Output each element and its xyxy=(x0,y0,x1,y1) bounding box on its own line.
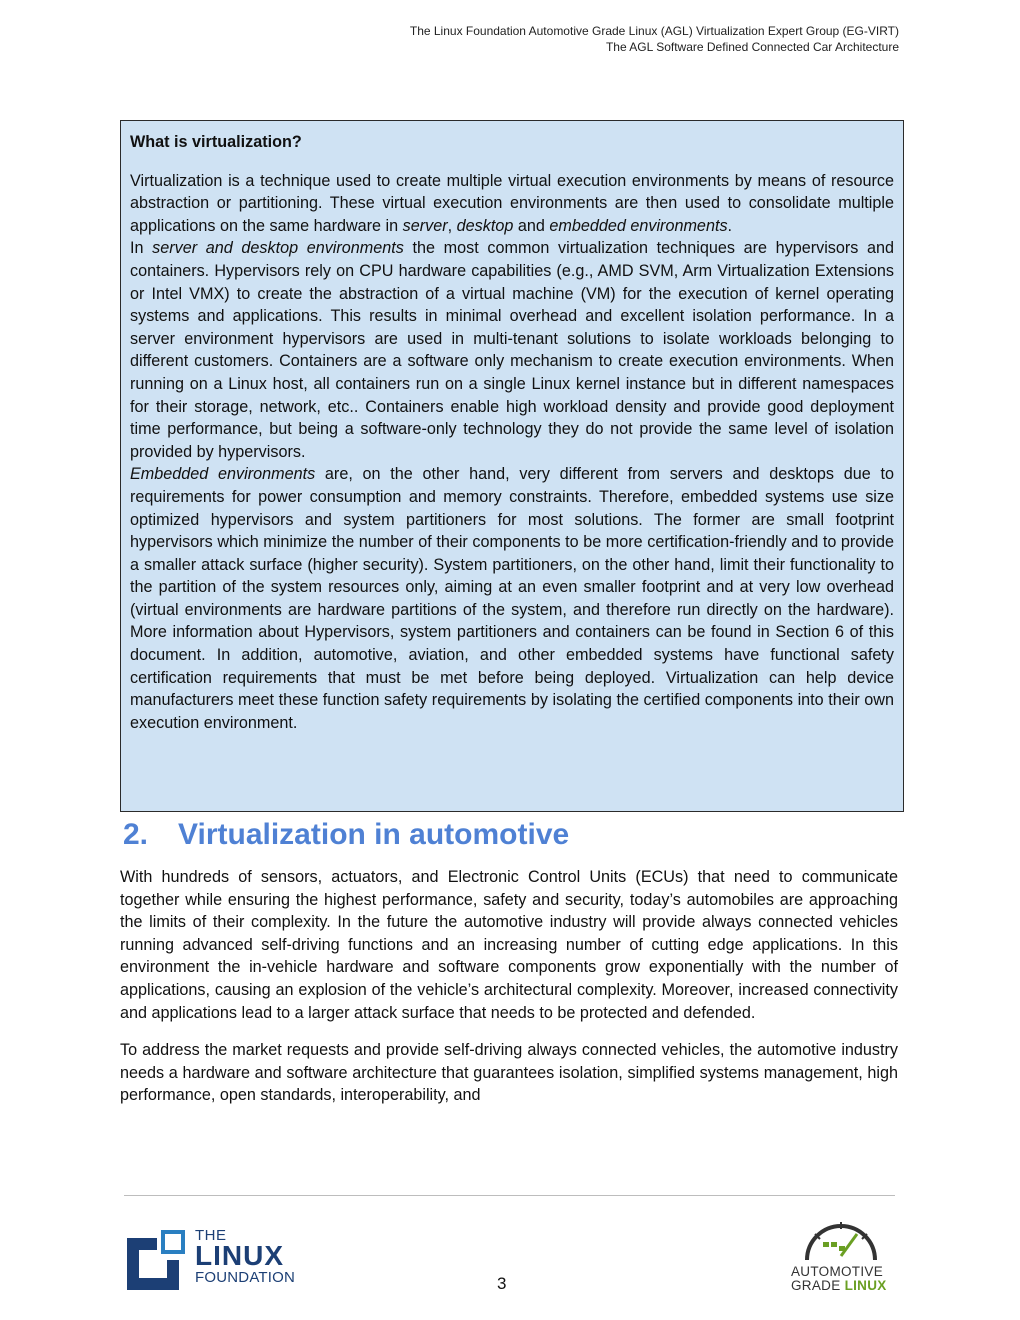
callout-paragraph-3 xyxy=(130,463,894,734)
callout-p1-em-embedded: embedded environments xyxy=(549,216,728,235)
linux-foundation-mark-icon xyxy=(127,1230,187,1290)
lf-the: THE xyxy=(195,1227,227,1244)
callout-p1-text-a: Virtualization is a technique used to create multiple virtual execution environments by means of resource abstraction or partitioning. These virtual execution environments are then used to consolidate multiple applications on the same hardware in xyxy=(130,171,894,235)
section-number: 2. xyxy=(123,818,149,851)
callout-p1-text-d: . xyxy=(727,216,733,235)
agl-gauge-icon xyxy=(801,1220,881,1264)
agl-linux: LINUX xyxy=(844,1278,887,1293)
body-paragraph-1: With hundreds of sensors, actuators, and Electronic Control Units (ECUs) that need to communicate together while ensuring the highest performance, safety and security, today’s automobiles are approaching the limits of their complexity. In the future the automotive industry will provide always connected vehicles running advanced self-driving functions and an increasing number of cutting edge applications. In this environment the in-vehicle hardware and software components grow exponentially with the number of applications, causing an explosion of the vehicle’s architectural complexity. Moreover, increased connectivity and applications lead to a larger attack surface that needs to be protected and defended. xyxy=(120,868,898,1022)
lf-foundation: FOUNDATION xyxy=(195,1269,296,1286)
callout-p2-text-a: In xyxy=(130,239,153,258)
agl-grade: GRADE xyxy=(791,1278,845,1293)
virtualization-callout-box xyxy=(120,120,904,812)
callout-p3-text: are, on the other hand, very different from servers and desktops due to requirements for power consumption and memory constraints. Therefore, embedded systems use size optimized hypervisors and system partitioners for most solutions. The former are small footprint hypervisors which minimize the number of their components to be more certification-friendly and to provide a smaller attack surface (higher security). System partitioners, on the other hand, limit their functionality to the partition of the system resources only, aiming at an even smaller footprint and at very low overhead (virtual environments are hardware partitions of the system, and therefore run directly on the hardware). More information about Hypervisors, system partitioners and containers can be found in Section 6 of this document. In addition, automotive, aviation, and other embedded systems have functional safety certification requirements that must be met before being deployed. Virtualization can help device manufacturers meet these function safety requirements by isolating the certified components into their own execution environment. xyxy=(130,465,894,732)
callout-paragraph-2 xyxy=(130,237,894,463)
agl-line-1: AUTOMOTIVE xyxy=(791,1264,884,1279)
callout-p2-em: server and desktop environments xyxy=(152,239,404,258)
agl-line-2 xyxy=(791,1278,887,1293)
section-title: Virtualization in automotive xyxy=(178,818,570,851)
callout-p1-text-b: , xyxy=(447,216,457,235)
callout-title: What is virtualization? xyxy=(130,133,302,151)
footer-divider xyxy=(124,1195,895,1196)
callout-p2-text-b: the most common virtualization techniques are hypervisors and containers. Hypervisors rely on CPU hardware capabilities (e.g., AMD SVM, Arm Virtualization Extensions or Intel VMX) to create the abstraction of a virtual machine (VM) for the execution of kernel operating systems and applications. This results in minimal overhead and excellent isolation performance. In a server environment hypervisors are used in multi-tenant solutions to isolate workloads belonging to different customers. Containers are a software only mechanism to create execution environments. When running on a Linux host, all containers run on a single Linux kernel instance but in different namespaces for their storage, network, etc.. Containers enable high workload density and provide good deployment time performance, but being a software-only technology they do not provide the same level of isolation provided by hypervisors. xyxy=(130,239,895,461)
page-number: 3 xyxy=(497,1274,507,1293)
linux-foundation-logo xyxy=(127,1227,307,1290)
callout-p1-em-desktop: desktop xyxy=(456,216,514,235)
callout-p3-em: Embedded environments xyxy=(130,465,316,484)
linux-foundation-wordmark xyxy=(195,1228,295,1286)
body-paragraph-2: To address the market requests and provide self-driving always connected vehicles, the automotive industry needs a hardware and software architecture that guarantees isolation, simplified systems management, high performance, open standards, interoperability, and xyxy=(120,1041,898,1105)
callout-p1-em-server: server xyxy=(402,216,448,235)
header-line-1: The Linux Foundation Automotive Grade Linux (AGL) Virtualization Expert Group (EG-VIRT) xyxy=(409,24,899,38)
agl-logo xyxy=(785,1220,900,1300)
header-line-2: The AGL Software Defined Connected Car Architecture xyxy=(605,39,899,54)
callout-paragraph-1 xyxy=(130,170,894,238)
section-body xyxy=(120,866,898,1122)
running-header xyxy=(410,24,899,55)
section-heading xyxy=(123,818,569,852)
callout-p1-text-c: and xyxy=(513,216,550,235)
lf-linux: LINUX xyxy=(195,1240,284,1271)
